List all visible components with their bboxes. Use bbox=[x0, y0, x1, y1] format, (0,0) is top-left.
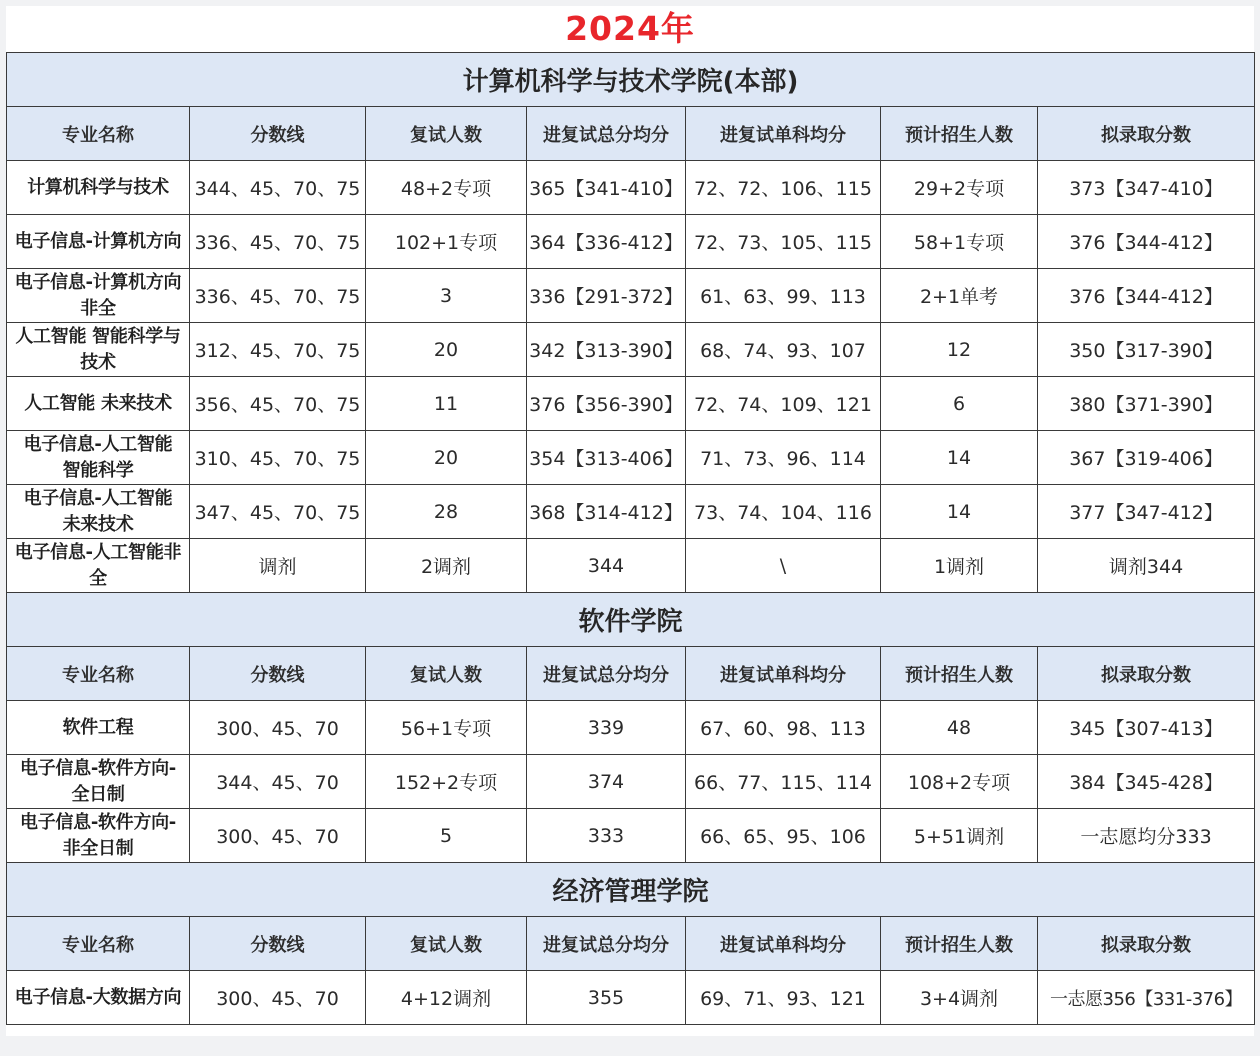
table-cell: 364【336-412】 bbox=[527, 215, 686, 269]
table-cell: 4+12调剂 bbox=[366, 971, 527, 1025]
table-row bbox=[7, 539, 1255, 593]
table-cell: 312、45、70、75 bbox=[190, 323, 366, 377]
major-name-line: 技术 bbox=[80, 351, 116, 373]
table-cell: 20 bbox=[366, 431, 527, 485]
table-row bbox=[7, 485, 1255, 539]
header-row bbox=[7, 107, 1255, 161]
major-name-cell: 电子信息-大数据方向 bbox=[7, 971, 190, 1025]
table-cell: 28 bbox=[366, 485, 527, 539]
table-cell: 368【314-412】 bbox=[527, 485, 686, 539]
column-header: 分数线 bbox=[190, 647, 366, 701]
table-cell: 3 bbox=[366, 269, 527, 323]
section-title: 软件学院 bbox=[7, 593, 1255, 647]
major-name-line: 非全日制 bbox=[62, 837, 134, 859]
column-header: 专业名称 bbox=[7, 917, 190, 971]
major-name-cell: 软件工程 bbox=[7, 701, 190, 755]
table-cell: 调剂344 bbox=[1038, 539, 1255, 593]
major-name-line: 全日制 bbox=[71, 783, 125, 805]
major-name-line: 电子信息-软件方向- bbox=[20, 757, 176, 779]
table-cell: 1调剂 bbox=[881, 539, 1038, 593]
table-cell: 一志愿均分333 bbox=[1038, 809, 1255, 863]
table-cell: 339 bbox=[527, 701, 686, 755]
table-cell: 344、45、70 bbox=[190, 755, 366, 809]
table-row bbox=[7, 755, 1255, 809]
major-name-line: 电子信息-人工智能非 bbox=[14, 541, 182, 563]
table-row bbox=[7, 323, 1255, 377]
table-row bbox=[7, 269, 1255, 323]
column-header: 拟录取分数 bbox=[1038, 917, 1255, 971]
column-header: 专业名称 bbox=[7, 107, 190, 161]
table-cell: 356、45、70、75 bbox=[190, 377, 366, 431]
column-header: 进复试总分均分 bbox=[527, 917, 686, 971]
table-cell: 48 bbox=[881, 701, 1038, 755]
table-cell: 152+2专项 bbox=[366, 755, 527, 809]
table-cell: 58+1专项 bbox=[881, 215, 1038, 269]
table-cell: 73、74、104、116 bbox=[686, 485, 881, 539]
major-name-line: 全 bbox=[89, 567, 107, 589]
table-cell: 一志愿356【331-376】 bbox=[1038, 971, 1255, 1025]
table-row bbox=[7, 809, 1255, 863]
table-row bbox=[7, 377, 1255, 431]
section-row bbox=[7, 53, 1255, 107]
table-cell: 11 bbox=[366, 377, 527, 431]
major-name-line: 人工智能 智能科学与 bbox=[15, 325, 181, 347]
table-cell: 56+1专项 bbox=[366, 701, 527, 755]
column-header: 进复试单科均分 bbox=[686, 647, 881, 701]
table-cell: 102+1专项 bbox=[366, 215, 527, 269]
major-name-cell bbox=[7, 323, 190, 377]
table-cell: 377【347-412】 bbox=[1038, 485, 1255, 539]
column-header: 预计招生人数 bbox=[881, 107, 1038, 161]
table-cell: 347、45、70、75 bbox=[190, 485, 366, 539]
table-cell: 336、45、70、75 bbox=[190, 269, 366, 323]
table-cell: 2+1单考 bbox=[881, 269, 1038, 323]
table-row bbox=[7, 431, 1255, 485]
table-cell: 调剂 bbox=[190, 539, 366, 593]
column-header: 预计招生人数 bbox=[881, 917, 1038, 971]
table-cell: 365【341-410】 bbox=[527, 161, 686, 215]
table-cell: 300、45、70 bbox=[190, 971, 366, 1025]
major-name-line: 电子信息-人工智能 bbox=[23, 433, 173, 455]
table-cell: 342【313-390】 bbox=[527, 323, 686, 377]
section-title: 计算机科学与技术学院(本部) bbox=[7, 53, 1255, 107]
table-cell: 12 bbox=[881, 323, 1038, 377]
major-name-cell: 人工智能 未来技术 bbox=[7, 377, 190, 431]
table-cell: 72、72、106、115 bbox=[686, 161, 881, 215]
table-cell: 66、77、115、114 bbox=[686, 755, 881, 809]
score-sheet bbox=[6, 6, 1254, 1036]
table-cell: 345【307-413】 bbox=[1038, 701, 1255, 755]
table-cell: 333 bbox=[527, 809, 686, 863]
column-header: 拟录取分数 bbox=[1038, 647, 1255, 701]
table-cell: 376【344-412】 bbox=[1038, 269, 1255, 323]
table-cell: 5 bbox=[366, 809, 527, 863]
column-header: 专业名称 bbox=[7, 647, 190, 701]
table-cell: 48+2专项 bbox=[366, 161, 527, 215]
table-cell: 66、65、95、106 bbox=[686, 809, 881, 863]
major-name-cell: 电子信息-计算机方向 bbox=[7, 215, 190, 269]
table-cell: 336【291-372】 bbox=[527, 269, 686, 323]
table-cell: 373【347-410】 bbox=[1038, 161, 1255, 215]
table-cell: 68、74、93、107 bbox=[686, 323, 881, 377]
page-title: 2024年 bbox=[565, 9, 695, 48]
table-row bbox=[7, 161, 1255, 215]
major-name-line: 智能科学 bbox=[62, 459, 134, 481]
major-name-cell bbox=[7, 269, 190, 323]
table-cell: 350【317-390】 bbox=[1038, 323, 1255, 377]
major-name-line: 电子信息-软件方向- bbox=[20, 811, 176, 833]
table-cell: 380【371-390】 bbox=[1038, 377, 1255, 431]
header-row bbox=[7, 917, 1255, 971]
table-cell: 2调剂 bbox=[366, 539, 527, 593]
table-cell: 374 bbox=[527, 755, 686, 809]
column-header: 预计招生人数 bbox=[881, 647, 1038, 701]
table-cell: 300、45、70 bbox=[190, 809, 366, 863]
admission-score-table bbox=[6, 52, 1255, 1025]
table-cell: 67、60、98、113 bbox=[686, 701, 881, 755]
table-cell: 6 bbox=[881, 377, 1038, 431]
table-cell: 29+2专项 bbox=[881, 161, 1038, 215]
table-cell: 69、71、93、121 bbox=[686, 971, 881, 1025]
table-cell: 384【345-428】 bbox=[1038, 755, 1255, 809]
table-cell: 367【319-406】 bbox=[1038, 431, 1255, 485]
table-cell: 336、45、70、75 bbox=[190, 215, 366, 269]
table-row bbox=[7, 971, 1255, 1025]
column-header: 分数线 bbox=[190, 917, 366, 971]
major-name-cell bbox=[7, 755, 190, 809]
table-cell: 3+4调剂 bbox=[881, 971, 1038, 1025]
table-cell: 355 bbox=[527, 971, 686, 1025]
section-row bbox=[7, 863, 1255, 917]
table-row bbox=[7, 701, 1255, 755]
table-cell: 71、73、96、114 bbox=[686, 431, 881, 485]
table-cell: 72、74、109、121 bbox=[686, 377, 881, 431]
major-name-line: 未来技术 bbox=[62, 513, 134, 535]
table-cell: 344 bbox=[527, 539, 686, 593]
column-header: 进复试总分均分 bbox=[527, 107, 686, 161]
table-cell: 344、45、70、75 bbox=[190, 161, 366, 215]
table-cell: 14 bbox=[881, 485, 1038, 539]
table-cell: 72、73、105、115 bbox=[686, 215, 881, 269]
table-cell: 300、45、70 bbox=[190, 701, 366, 755]
column-header: 复试人数 bbox=[366, 647, 527, 701]
column-header: 进复试单科均分 bbox=[686, 107, 881, 161]
table-cell: 108+2专项 bbox=[881, 755, 1038, 809]
section-title: 经济管理学院 bbox=[7, 863, 1255, 917]
column-header: 复试人数 bbox=[366, 917, 527, 971]
table-cell: 376【344-412】 bbox=[1038, 215, 1255, 269]
major-name-line: 电子信息-计算机方向 bbox=[14, 271, 182, 293]
column-header: 进复试单科均分 bbox=[686, 917, 881, 971]
column-header: 分数线 bbox=[190, 107, 366, 161]
column-header: 拟录取分数 bbox=[1038, 107, 1255, 161]
table-cell: 61、63、99、113 bbox=[686, 269, 881, 323]
table-cell: 310、45、70、75 bbox=[190, 431, 366, 485]
major-name-cell bbox=[7, 431, 190, 485]
major-name-cell bbox=[7, 539, 190, 593]
table-row bbox=[7, 215, 1255, 269]
major-name-line: 电子信息-人工智能 bbox=[23, 487, 173, 509]
major-name-cell: 计算机科学与技术 bbox=[7, 161, 190, 215]
table-cell: 14 bbox=[881, 431, 1038, 485]
major-name-line: 非全 bbox=[80, 297, 116, 319]
table-cell: 20 bbox=[366, 323, 527, 377]
column-header: 复试人数 bbox=[366, 107, 527, 161]
major-name-cell bbox=[7, 809, 190, 863]
table-cell: 5+51调剂 bbox=[881, 809, 1038, 863]
table-cell: \ bbox=[686, 539, 881, 593]
major-name-cell bbox=[7, 485, 190, 539]
section-row bbox=[7, 593, 1255, 647]
table-cell: 376【356-390】 bbox=[527, 377, 686, 431]
table-cell: 354【313-406】 bbox=[527, 431, 686, 485]
header-row bbox=[7, 647, 1255, 701]
column-header: 进复试总分均分 bbox=[527, 647, 686, 701]
